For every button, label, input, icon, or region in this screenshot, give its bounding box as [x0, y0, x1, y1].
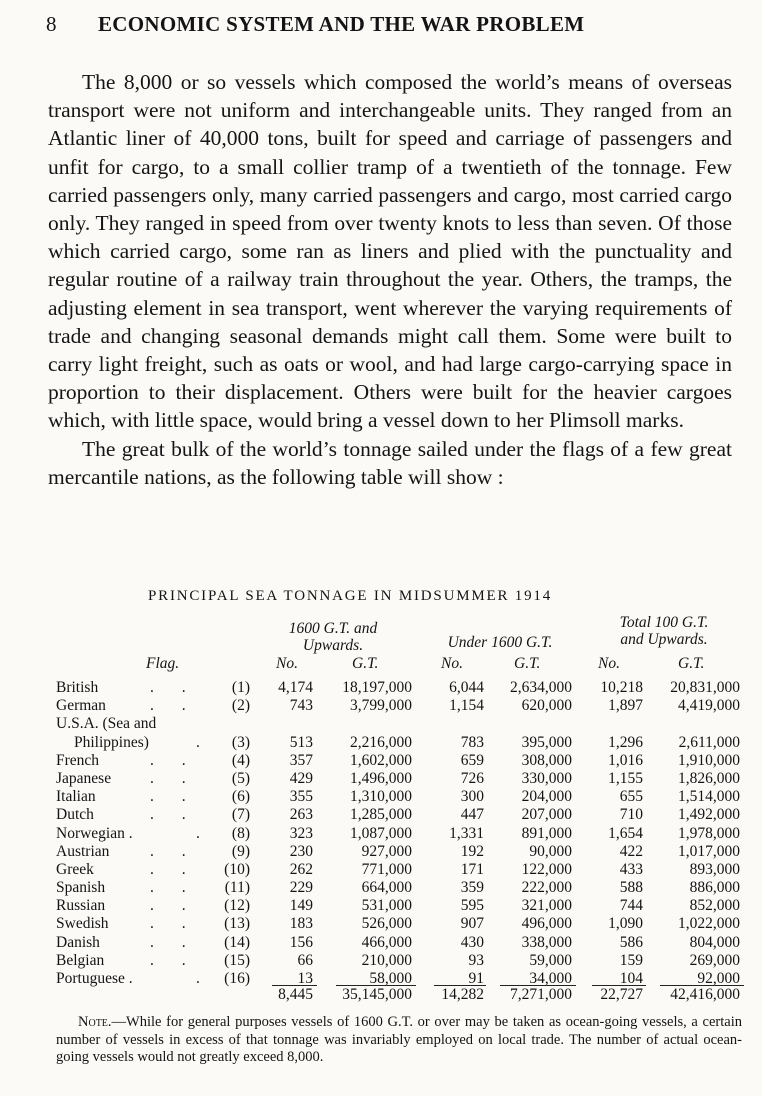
- column-header-no: No.: [598, 655, 620, 672]
- table-row: [0, 952, 762, 970]
- no-total: 655: [619, 788, 643, 806]
- table-title: PRINCIPAL SEA TONNAGE IN MIDSUMMER 1914: [148, 588, 552, 604]
- no-total: 1,296: [608, 733, 643, 751]
- no-under-1600: 659: [460, 751, 484, 769]
- no-under-1600: 171: [460, 860, 484, 878]
- flag-name: Swedish: [56, 915, 109, 933]
- no-under-1600: 447: [460, 806, 484, 824]
- no-total: 1,090: [608, 915, 643, 933]
- flag-name: British: [56, 679, 99, 696]
- no-1600-upwards: 4,174: [278, 679, 313, 696]
- column-header-no: No.: [276, 655, 298, 672]
- column-header-gt: G.T.: [514, 655, 541, 672]
- no-1600-upwards: 263: [289, 806, 313, 824]
- flag-name: German: [56, 697, 106, 715]
- no-1600-upwards: 513: [289, 733, 313, 751]
- flag-name: Italian: [56, 788, 96, 806]
- row-ref: (7): [231, 806, 250, 824]
- total-gt-under-1600: 7,271,000: [510, 986, 572, 1003]
- no-total: 10,218: [600, 679, 643, 696]
- column-group-line: Under 1600 G.T.: [447, 634, 553, 651]
- table-row: [0, 879, 762, 897]
- gt-under-1600: 207,000: [521, 806, 572, 824]
- flag-name: Japanese: [56, 769, 112, 787]
- row-ref: (13): [224, 915, 250, 933]
- row-ref: (2): [231, 697, 250, 715]
- no-under-1600: 300: [460, 788, 484, 806]
- gt-total: 1,017,000: [678, 842, 740, 860]
- table-row: [0, 679, 762, 697]
- tonnage-table-body: [0, 679, 762, 988]
- body-text: [48, 68, 732, 491]
- gt-under-1600: 90,000: [529, 842, 572, 860]
- table-row: [0, 752, 762, 770]
- note-text: —While for general purposes vessels of 1600 G.T. or over may be taken as ocean-going vessels, a certain number of vessels in excess of that tonnage was invariably employed on local trade. The number of actual ocean-going vessels would not greatly exceed 8,000.: [56, 1014, 742, 1065]
- no-1600-upwards: 229: [289, 879, 313, 897]
- table-row: [0, 806, 762, 824]
- leader-dots: .: [196, 824, 212, 842]
- gt-under-1600: 222,000: [521, 879, 572, 897]
- table-row: [0, 934, 762, 952]
- column-header-gt: G.T.: [352, 655, 379, 672]
- no-total: 710: [619, 806, 643, 824]
- gt-1600-upwards: 526,000: [361, 915, 412, 933]
- gt-1600-upwards: 1,087,000: [350, 824, 412, 842]
- column-header-flag: Flag.: [146, 655, 180, 672]
- gt-1600-upwards: 3,799,000: [350, 697, 412, 715]
- gt-under-1600: 204,000: [521, 788, 572, 806]
- gt-under-1600: 620,000: [521, 697, 572, 715]
- no-total: 744: [619, 897, 643, 915]
- no-under-1600: 1,331: [449, 824, 484, 842]
- gt-under-1600: 34,000: [529, 970, 572, 987]
- gt-1600-upwards: 1,310,000: [350, 788, 412, 806]
- gt-total: 1,492,000: [678, 806, 740, 824]
- gt-1600-upwards: 2,216,000: [350, 733, 412, 751]
- row-ref: (10): [224, 860, 250, 878]
- flag-name: Philippines): [74, 733, 149, 751]
- no-under-1600: 93: [468, 951, 484, 969]
- leader-dots: . .: [150, 751, 198, 769]
- no-total: 1,654: [608, 824, 643, 842]
- no-1600-upwards: 429: [289, 769, 313, 787]
- table-row: [0, 861, 762, 879]
- column-group-line: and Upwards.: [620, 631, 708, 648]
- table-row: [0, 897, 762, 915]
- gt-1600-upwards: 927,000: [361, 842, 412, 860]
- flag-name: French: [56, 751, 100, 769]
- no-under-1600: 430: [460, 933, 484, 951]
- flag-name: Belgian: [56, 951, 105, 969]
- flag-name: U.S.A. (Sea and: [56, 715, 157, 733]
- column-header-gt: G.T.: [678, 655, 705, 672]
- paragraph-tonnage-intro: The great bulk of the world’s tonnage sailed under the flags of a few great mercantile nations, as the following table will show :: [48, 436, 732, 489]
- total-gt-all: 42,416,000: [670, 986, 740, 1003]
- leader-dots: . .: [150, 933, 198, 951]
- flag-name: Russian: [56, 897, 106, 915]
- leader-dots: . .: [150, 860, 198, 878]
- gt-total: 886,000: [689, 879, 740, 897]
- leader-dots: . .: [150, 915, 198, 933]
- flag-name: Portuguese .: [56, 970, 133, 987]
- gt-under-1600: 338,000: [521, 933, 572, 951]
- leader-dots: . .: [150, 879, 198, 897]
- row-ref: (6): [231, 788, 250, 806]
- gt-total: 269,000: [689, 951, 740, 969]
- no-under-1600: 359: [460, 879, 484, 897]
- no-under-1600: 1,154: [449, 697, 484, 715]
- no-under-1600: 783: [460, 733, 484, 751]
- gt-1600-upwards: 1,602,000: [350, 751, 412, 769]
- row-ref: (5): [231, 769, 250, 787]
- row-ref: (9): [231, 842, 250, 860]
- no-1600-upwards: 230: [289, 842, 313, 860]
- gt-total: 92,000: [697, 970, 740, 987]
- gt-under-1600: 2,634,000: [510, 679, 572, 696]
- gt-1600-upwards: 58,000: [369, 970, 412, 987]
- gt-total: 1,022,000: [678, 915, 740, 933]
- no-under-1600: 907: [460, 915, 484, 933]
- table-row: [0, 825, 762, 843]
- gt-total: 20,831,000: [670, 679, 740, 696]
- gt-under-1600: 321,000: [521, 897, 572, 915]
- leader-dots: . .: [150, 788, 198, 806]
- no-total: 586: [619, 933, 643, 951]
- running-header: [46, 12, 732, 37]
- gt-total: 1,514,000: [678, 788, 740, 806]
- table-note: [56, 1014, 742, 1067]
- column-header-no: No.: [441, 655, 463, 672]
- gt-1600-upwards: 466,000: [361, 933, 412, 951]
- leader-dots: . .: [150, 679, 198, 696]
- gt-total: 1,978,000: [678, 824, 740, 842]
- row-ref: (12): [224, 897, 250, 915]
- row-ref: (16): [224, 970, 250, 987]
- page-number: 8: [46, 12, 57, 36]
- no-total: 1,016: [608, 751, 643, 769]
- no-under-1600: 91: [468, 970, 484, 987]
- no-1600-upwards: 357: [289, 751, 313, 769]
- row-ref: (3): [231, 733, 250, 751]
- leader-dots: . .: [150, 806, 198, 824]
- table-row: [0, 697, 762, 715]
- gt-under-1600: 496,000: [521, 915, 572, 933]
- flag-name: Dutch: [56, 806, 94, 824]
- gt-under-1600: 395,000: [521, 733, 572, 751]
- gt-1600-upwards: 1,285,000: [350, 806, 412, 824]
- table-row: [0, 734, 762, 752]
- table-row: [0, 788, 762, 806]
- row-ref: (11): [224, 879, 250, 897]
- gt-1600-upwards: 531,000: [361, 897, 412, 915]
- row-ref: (8): [231, 824, 250, 842]
- leader-dots: .: [196, 970, 212, 987]
- flag-name: Danish: [56, 933, 100, 951]
- gt-under-1600: 330,000: [521, 769, 572, 787]
- no-1600-upwards: 149: [289, 897, 313, 915]
- no-1600-upwards: 743: [289, 697, 313, 715]
- gt-total: 1,910,000: [678, 751, 740, 769]
- leader-dots: . .: [150, 769, 198, 787]
- gt-1600-upwards: 210,000: [361, 951, 412, 969]
- running-title: ECONOMIC SYSTEM AND THE WAR PROBLEM: [98, 12, 585, 36]
- leader-dots: . .: [150, 697, 198, 715]
- no-total: 1,897: [608, 697, 643, 715]
- no-total: 159: [619, 951, 643, 969]
- row-ref: (4): [231, 751, 250, 769]
- gt-1600-upwards: 771,000: [361, 860, 412, 878]
- no-1600-upwards: 66: [297, 951, 313, 969]
- no-1600-upwards: 262: [289, 860, 313, 878]
- gt-under-1600: 308,000: [521, 751, 572, 769]
- column-group-total: [594, 614, 734, 648]
- gt-under-1600: 891,000: [521, 824, 572, 842]
- column-group-line: Total 100 G.T.: [619, 614, 709, 631]
- no-total: 104: [619, 970, 643, 987]
- row-ref: (14): [224, 933, 250, 951]
- gt-under-1600: 122,000: [521, 860, 572, 878]
- no-under-1600: 726: [460, 769, 484, 787]
- gt-total: 852,000: [689, 897, 740, 915]
- leader-dots: . .: [150, 897, 198, 915]
- gt-1600-upwards: 1,496,000: [350, 769, 412, 787]
- no-total: 422: [619, 842, 643, 860]
- total-no-1600-upwards: 8,445: [278, 986, 313, 1003]
- no-under-1600: 6,044: [449, 679, 484, 696]
- gt-total: 804,000: [689, 933, 740, 951]
- row-ref: (15): [224, 951, 250, 969]
- no-1600-upwards: 13: [297, 970, 313, 987]
- totals-row: [0, 986, 762, 1004]
- no-total: 1,155: [608, 769, 643, 787]
- table-row: [0, 715, 762, 733]
- table-row: [0, 915, 762, 933]
- leader-dots: . .: [150, 842, 198, 860]
- no-1600-upwards: 355: [289, 788, 313, 806]
- total-gt-1600-upwards: 35,145,000: [342, 986, 412, 1003]
- paragraph-vessels: The 8,000 or so vessels which composed the world’s means of overseas transport were not uniform and interchangeable units. They ranged from an Atlantic liner of 40,000 tons, built for speed and carriage of passengers and unfit for cargo, to a small collier tramp of a twentieth of the tonnage. Few carried passengers only, many carried passengers and cargo, most carried cargo only. They ranged in speed from over twenty knots to less than seven. Of those which carried cargo, some ran as liners and plied with the punctuality and regular routine of a railway train throughout the year. Others, the tramps, the adjusting element in sea transport, went wherever the varying requirements of trade and changing seasonal demands might call them. Some were built to carry light freight, such as oats or wool, and had large cargo-carrying space in proportion to their displacement. Others were built for the heavier cargoes which, with little space, would bring a vessel down to her Plimsoll marks.: [48, 70, 732, 433]
- gt-1600-upwards: 18,197,000: [342, 679, 412, 696]
- flag-name: Norwegian .: [56, 824, 133, 842]
- total-no-all: 22,727: [600, 986, 643, 1003]
- flag-name: Greek: [56, 860, 94, 878]
- gt-total: 2,611,000: [678, 733, 740, 751]
- no-1600-upwards: 183: [289, 915, 313, 933]
- no-under-1600: 192: [460, 842, 484, 860]
- gt-total: 4,419,000: [678, 697, 740, 715]
- gt-under-1600: 59,000: [529, 951, 572, 969]
- leader-dots: .: [196, 733, 212, 751]
- gt-1600-upwards: 664,000: [361, 879, 412, 897]
- no-total: 433: [619, 860, 643, 878]
- column-group-under-1600: [425, 634, 575, 651]
- no-total: 588: [619, 879, 643, 897]
- column-group-line: 1600 G.T. and: [288, 620, 378, 637]
- row-ref: (1): [231, 679, 250, 696]
- leader-dots: . .: [150, 951, 198, 969]
- total-no-under-1600: 14,282: [441, 986, 484, 1003]
- gt-total: 1,826,000: [678, 769, 740, 787]
- table-row: [0, 843, 762, 861]
- no-1600-upwards: 323: [289, 824, 313, 842]
- table-row: [0, 770, 762, 788]
- no-under-1600: 595: [460, 897, 484, 915]
- flag-name: Austrian: [56, 842, 110, 860]
- column-group-line: Upwards.: [302, 637, 364, 654]
- flag-name: Spanish: [56, 879, 106, 897]
- no-1600-upwards: 156: [289, 933, 313, 951]
- note-label: Note.: [78, 1014, 112, 1030]
- gt-total: 893,000: [689, 860, 740, 878]
- column-group-1600-upwards: [268, 620, 398, 654]
